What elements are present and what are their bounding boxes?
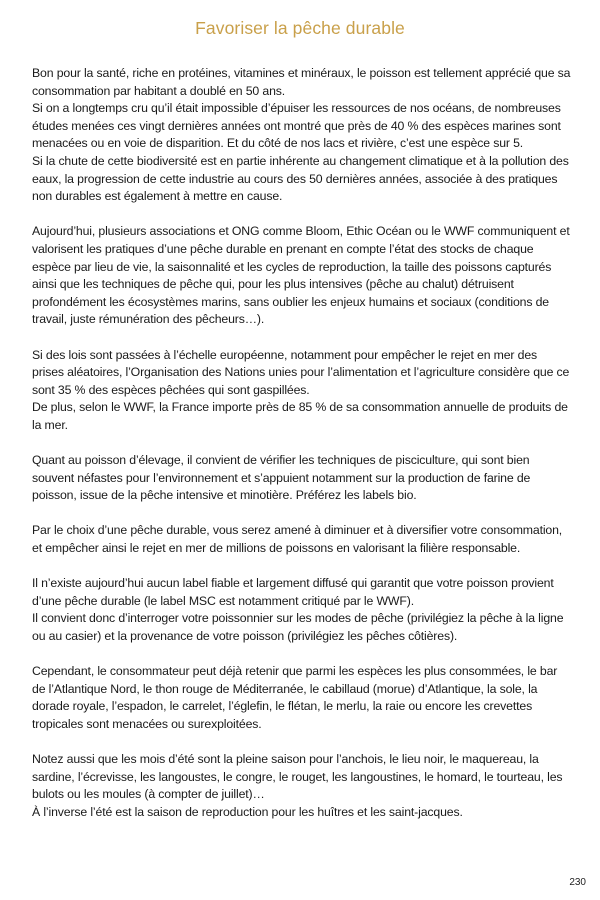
paragraph-line: Si on a longtemps cru qu’il était impossible d’épuiser les ressources de nos océans, de nombreuses études menées ces vingt dernières années ont montré que près de 40 % des espèces marines sont menacées ou en voie de disparition. Et du côté de nos lacs et rivière, c’est une espèce sur 5. (32, 101, 561, 151)
paragraph-choice (32, 522, 572, 557)
paragraph-laws (32, 347, 572, 435)
paragraph-line: Cependant, le consommateur peut déjà retenir que parmi les espèces les plus consommées, le bar de l’Atlantique Nord, le thon rouge de Méditerranée, le cabillaud (morue) d’Atlantique, la sole, la dorade royale, l’espadon, le carrelet, l’églefin, le flétan, le merlu, la raie ou encore les crevettes tropicales sont menacées ou surexploitées. (32, 664, 558, 731)
article-body (32, 65, 572, 839)
paragraph-line: Si la chute de cette biodiversité est en partie inhérente au changement climatique et à la pollution des eaux, la progression de cette industrie au cours des 50 dernières années, associée à des pratiques non durables est également à mettre en cause. (32, 153, 569, 204)
paragraph-line: Il n’existe aujourd’hui aucun label fiable et largement diffusé qui garantit que votre poisson provient d’une pêche durable (le label MSC est notamment critiqué par le WWF). (32, 576, 554, 608)
paragraph-line: Si des lois sont passées à l’échelle européenne, notamment pour empêcher le rejet en mer des prises aléatoires, l’Organisation des Nations unies pour l’alimentation et l’agriculture considère que ce sont 35 % des espèces pêchées qui sont gaspillées. (32, 347, 570, 397)
paragraph-line: Quant au poisson d’élevage, il convient de vérifier les techniques de pisciculture, qui sont bien souvent néfastes pour l’environnement et s’appuient notamment sur la production de farine de poisson, issue de la pêche intensive et minotière. Préférez les labels bio. (32, 453, 531, 503)
paragraph-line: Il convient donc d’interroger votre poissonnier sur les modes de pêche (privilégiez la pêche à la ligne ou au casier) et la provenance de votre poisson (privilégiez les pêches côtières). (32, 611, 564, 643)
paragraph-labels (32, 575, 572, 645)
paragraph-farming (32, 452, 572, 505)
paragraph-line: Notez aussi que les mois d’été sont la pleine saison pour l’anchois, le lieu noir, le maquereau, la sardine, l’écrevisse, les langoustes, le congre, le rouget, les langoustines, le homard, le tourteau, les bulots ou les moules (à compter de juillet)… (32, 752, 563, 802)
paragraph-summer-season (32, 751, 572, 821)
page-number: 230 (569, 877, 586, 888)
paragraph-line: À l’inverse l’été est la saison de reproduction pour les huîtres et les saint-jacques. (32, 804, 463, 819)
paragraph-associations (32, 223, 572, 329)
page-title: Favoriser la pêche durable (195, 18, 405, 38)
paragraph-threatened-species (32, 663, 572, 733)
paragraph-line: Par le choix d’une pêche durable, vous serez amené à diminuer et à diversifier votre consommation, et empêcher ainsi le rejet en mer de millions de poissons en valorisant la filière responsable. (32, 523, 563, 556)
paragraph-line: De plus, selon le WWF, la France importe près de 85 % de sa consommation annuelle de produits de la mer. (32, 400, 568, 432)
paragraph-line: Bon pour la santé, riche en protéines, vitamines et minéraux, le poisson est tellement apprécié que sa consommation par habitant a doublé en 50 ans. (32, 66, 571, 98)
paragraph-line: Aujourd’hui, plusieurs associations et ONG comme Bloom, Ethic Océan ou le WWF communiquent et valorisent les pratiques d’une pêche durable en prenant en compte l’état des stocks de chaque espèce par lieu de vie, la saisonnalité et les cycles de reproduction, la taille des poissons capturés ainsi que les techniques de pêche qui, pour les plus intensives (pêche au chalut) détruisent profondément les écosystèmes marins, sans oublier les enjeux humains et sociaux (conditions de travail, juste rémunération des pêcheurs…). (32, 224, 570, 327)
paragraph-intro (32, 65, 572, 206)
